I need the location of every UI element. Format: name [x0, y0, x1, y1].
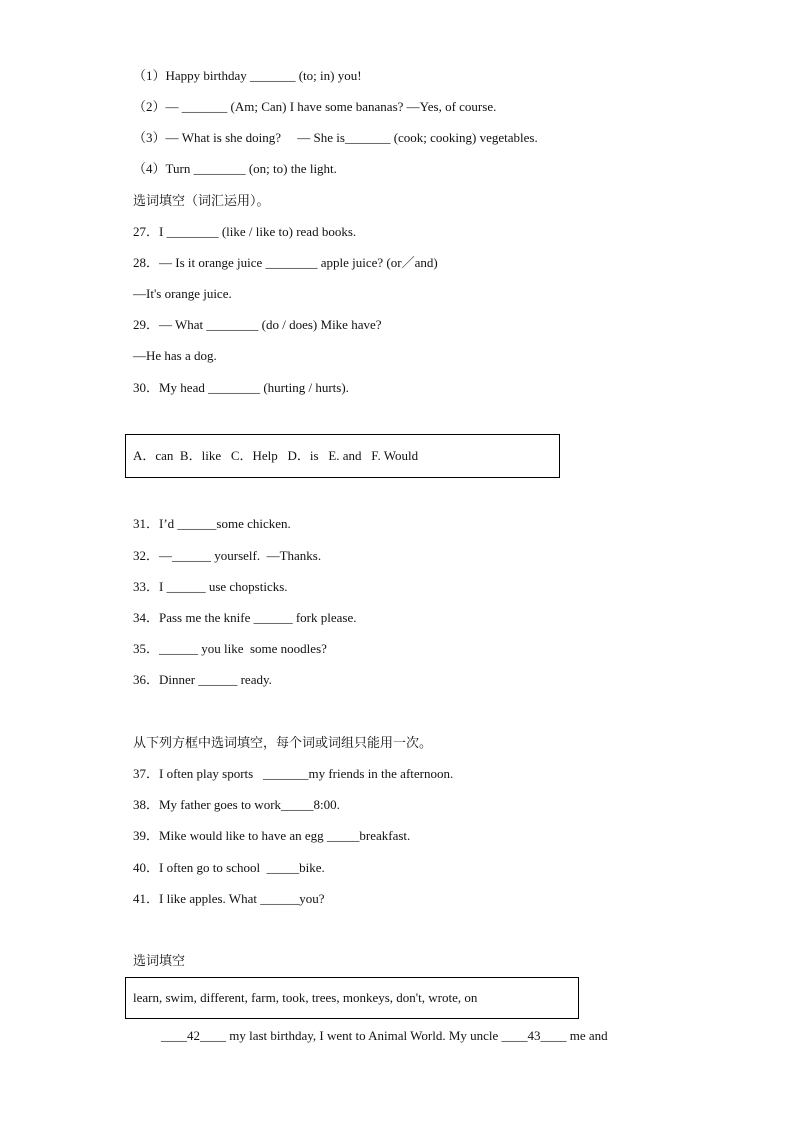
question-item: 27．I ________ (like / like to) read books.	[133, 224, 357, 239]
passage-line	[161, 1028, 608, 1044]
passage-text: me and	[566, 1028, 608, 1043]
question-item: 29．— What ________ (do / does) Mike have?	[133, 317, 382, 332]
question-item: 28．— Is it orange juice ________ apple juice? (or／and)	[133, 255, 438, 270]
question-item: 36．Dinner ______ ready.	[133, 672, 272, 687]
question-item: 32．—______ yourself. —Thanks.	[133, 548, 322, 563]
question-item: 39．Mike would like to have an egg _____breakfast.	[133, 828, 411, 843]
question-item: 33．I ______ use chopsticks.	[133, 579, 288, 594]
question-item: 37．I often play sports _______my friends in the afternoon.	[133, 766, 454, 781]
word-bank-text: A．can B．like C．Help D．is E. and F. Would	[133, 448, 419, 463]
word-bank-text: learn, swim, different, farm, took, trees, monkeys, don't, wrote, on	[133, 990, 478, 1005]
question-item: （2）— _______ (Am; Can) I have some bananas? —Yes, of course.	[133, 99, 497, 114]
section-heading: 从下列方框中选词填空，每个词或词组只能用一次。	[133, 735, 433, 750]
question-item: 34．Pass me the knife ______ fork please.	[133, 610, 357, 625]
question-item: 35．______ you like some noodles?	[133, 641, 327, 656]
question-item: 31．I’d ______some chicken.	[133, 516, 291, 531]
question-item: 38．My father goes to work_____8:00.	[133, 797, 340, 812]
section-heading: 选词填空	[133, 953, 186, 968]
word-bank-box	[125, 977, 579, 1019]
passage-text: my last birthday, I went to Animal World. My uncle	[226, 1028, 502, 1043]
blank-43: ____43____	[501, 1028, 567, 1043]
question-item: （4）Turn ________ (on; to) the light.	[133, 161, 337, 176]
question-item: （1）Happy birthday _______ (to; in) you!	[133, 68, 362, 83]
question-item: 40．I often go to school _____bike.	[133, 860, 325, 875]
answer-line: —He has a dog.	[133, 348, 217, 363]
answer-line: —It's orange juice.	[133, 286, 232, 301]
question-item: （3）— What is she doing? — She is_______ (cook; cooking) vegetables.	[133, 130, 538, 145]
question-item: 30．My head ________ (hurting / hurts).	[133, 380, 349, 395]
section-heading: 选词填空（词汇运用）。	[133, 193, 270, 208]
blank-42: ____42____	[161, 1028, 226, 1043]
word-bank-box	[125, 434, 560, 478]
question-item: 41．I like apples. What ______you?	[133, 891, 325, 906]
